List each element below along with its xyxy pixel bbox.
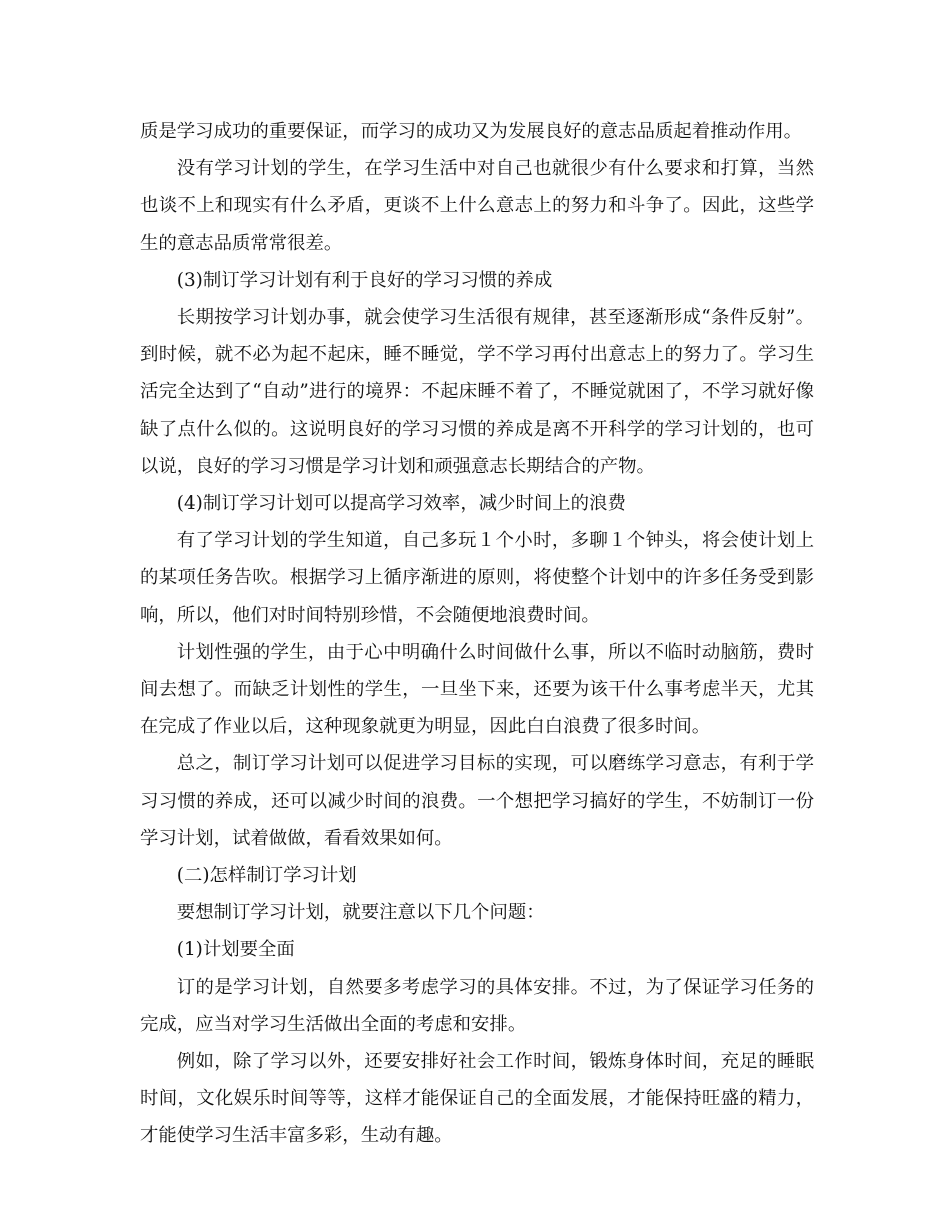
paragraph: 有了学习计划的学生知道，自己多玩１个小时，多聊１个钟头，将会使计划上的某项任务告吹。根据学习上循序渐进的原则，将使整个计划中的许多任务受到影响，所以，他们对时间特别珍惜，不会随便地浪费时间。 [140, 530, 814, 626]
section-heading-2: (二)怎样制订学习计划 [176, 865, 357, 887]
section-heading-4: (4)制订学习计划可以提高学习效率，减少时间上的浪费 [176, 493, 626, 515]
paragraph: 要想制订学习计划，就要注意以下几个问题： [176, 902, 545, 924]
paragraph: 长期按学习计划办事，就会使学习生活很有规律，甚至逐渐形成“条件反射”。到时候，就不必为起不起床，睡不睡觉，学不学习再付出意志上的努力了。学习生活完全达到了“自动”进行的境界：不起床睡不着了，不睡觉就困了，不学习就好像缺了点什么似的。这说明良好的学习习惯的养成是离不开科学的学习计划的，也可以说，良好的学习习惯是学习计划和顽强意志长期结合的产物。 [140, 307, 814, 477]
paragraph: 总之，制订学习计划可以促进学习目标的实现，可以磨练学习意志，有利于学习习惯的养成，还可以减少时间的浪费。一个想把学习搞好的学生，不妨制订一份学习计划，试着做做，看看效果如何。 [140, 753, 814, 849]
section-heading-3: (3)制订学习计划有利于良好的学习习惯的养成 [176, 269, 553, 291]
paragraph: 订的是学习计划，自然要多考虑学习的具体安排。不过，为了保证学习任务的完成，应当对学习生活做出全面的考虑和安排。 [140, 976, 814, 1035]
paragraph: 计划性强的学生，由于心中明确什么时间做什么事，所以不临时动脑筋，费时间去想了。而缺乏计划性的学生，一旦坐下来，还要为该干什么事考虑半天，尤其在完成了作业以后，这种现象就更为明显，因此白白浪费了很多时间。 [140, 641, 814, 738]
paragraph: 没有学习计划的学生，在学习生活中对自己也就很少有什么要求和打算，当然也谈不上和现实有什么矛盾，更谈不上什么意志上的努力和斗争了。因此，这些学生的意志品质常常很差。 [140, 158, 814, 254]
paragraph: 例如，除了学习以外，还要安排好社会工作时间，锻炼身体时间，充足的睡眠时间，文化娱乐时间等等，这样才能保证自己的全面发展，才能保持旺盛的精力，才能使学习生活丰富多彩，生动有趣。 [140, 1051, 814, 1147]
section-heading-1: (1)计划要全面 [176, 939, 295, 961]
document-body [140, 113, 814, 1155]
paragraph-continuation: 质是学习成功的重要保证，而学习的成功又为发展良好的意志品质起着推动作用。 [140, 121, 803, 142]
